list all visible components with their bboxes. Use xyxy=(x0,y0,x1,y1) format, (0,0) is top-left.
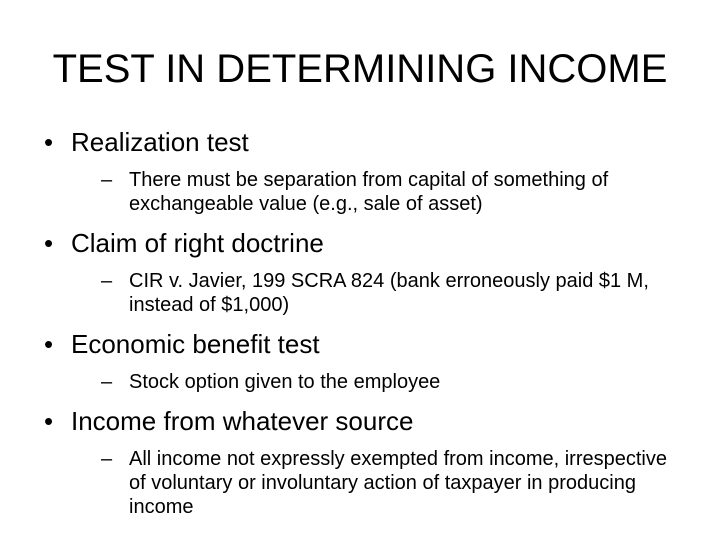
dash-glyph: – xyxy=(101,371,113,393)
dash-glyph: – xyxy=(101,169,113,191)
bullet-glyph: • xyxy=(44,329,54,359)
bullet-glyph: • xyxy=(44,127,54,157)
sub-bullet-text: There must be separation from capital of something of exchangeable value (e.g., sale of asset) xyxy=(129,169,609,215)
sub-bullet-item xyxy=(101,269,707,317)
sub-bullet-item xyxy=(101,447,669,519)
bullet-item xyxy=(44,227,704,259)
sub-bullet-text: Stock option given to the employee xyxy=(129,371,441,393)
bullet-glyph: • xyxy=(44,406,54,436)
bullet-text: Income from whatever source xyxy=(71,406,414,436)
bullet-item xyxy=(44,405,704,437)
sub-bullet-item xyxy=(101,370,720,394)
bullet-text: Realization test xyxy=(71,127,249,157)
bullet-glyph: • xyxy=(44,228,54,258)
bullet-text: Economic benefit test xyxy=(71,329,320,359)
dash-glyph: – xyxy=(101,448,113,470)
sub-bullet-item xyxy=(101,168,720,216)
sub-bullet-text: All income not expressly exempted from income, irrespective of voluntary or involuntary action of taxpayer in producing income xyxy=(129,448,667,518)
slide-title: TEST IN DETERMINING INCOME xyxy=(52,47,668,91)
dash-glyph: – xyxy=(101,270,113,292)
bullet-list xyxy=(44,126,704,519)
bullet-item xyxy=(44,328,704,360)
bullet-item xyxy=(44,126,704,158)
sub-bullet-text: CIR v. Javier, 199 SCRA 824 (bank erroneously paid $1 M, instead of $1,000) xyxy=(129,270,649,316)
bullet-text: Claim of right doctrine xyxy=(71,228,324,258)
